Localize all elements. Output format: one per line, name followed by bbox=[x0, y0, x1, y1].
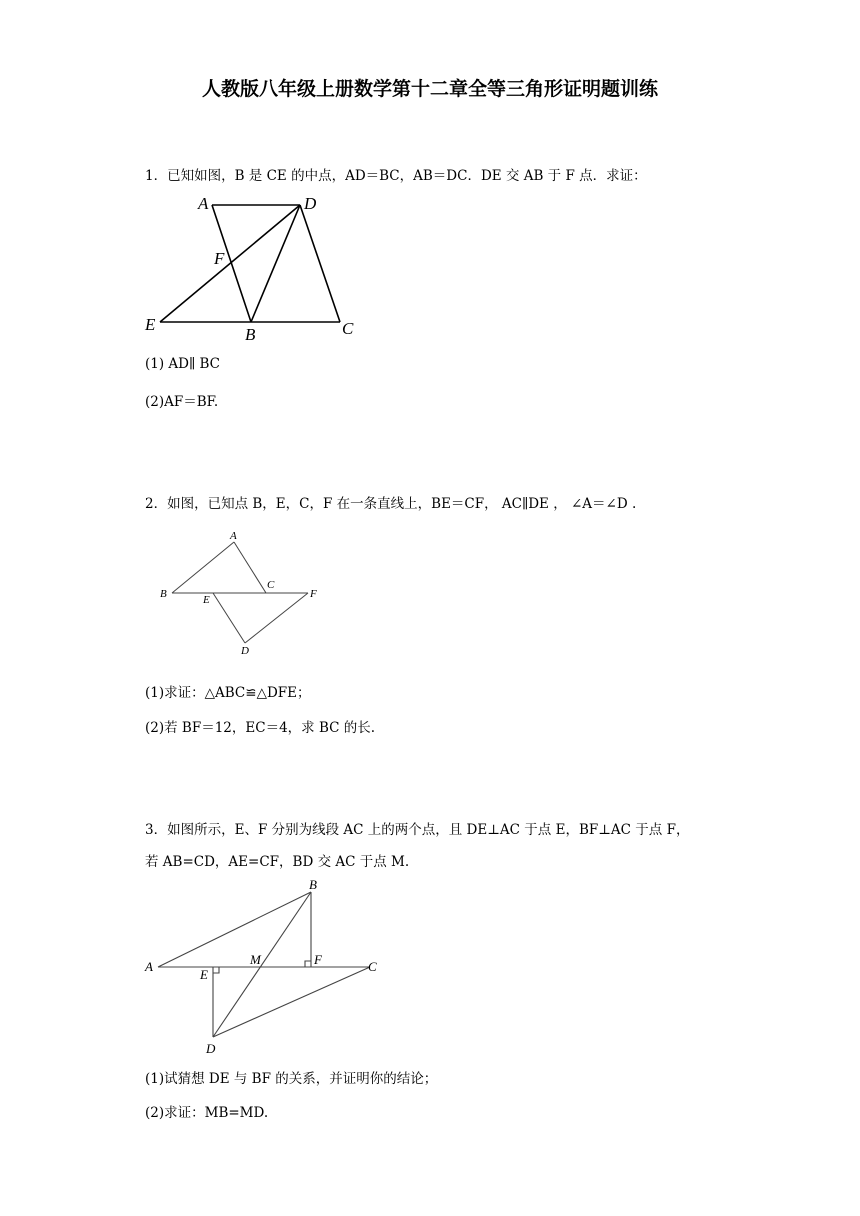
q1-label-d: D bbox=[304, 194, 317, 213]
q1-label-e: E bbox=[145, 315, 156, 334]
q2-label-f: F bbox=[310, 588, 317, 600]
q2-label-d: D bbox=[241, 645, 249, 657]
q3-label-f: F bbox=[314, 952, 322, 967]
q1-stem: 1．已知如图，B 是 CE 的中点，AD＝BC，AB＝DC．DE 交 AB 于 F 点．求证： bbox=[145, 168, 647, 184]
q2-part1: (1)求证：△ABC≌△DFE； bbox=[145, 685, 311, 701]
q2-label-b: B bbox=[160, 588, 167, 600]
q3-stem-line2: 若 AB=CD，AE=CF，BD 交 AC 于点 M. bbox=[145, 854, 410, 870]
q3-stem-line1: 3．如图所示，E、F 分别为线段 AC 上的两个点，且 DE⊥AC 于点 E，BF⊥AC 于点 F， bbox=[145, 822, 690, 838]
q1-label-a: A bbox=[198, 194, 209, 213]
q3-part2: (2)求证：MB=MD. bbox=[145, 1105, 269, 1121]
q3-label-b: B bbox=[309, 877, 317, 892]
q2-label-a: A bbox=[230, 530, 237, 542]
q1-label-f: F bbox=[214, 249, 225, 268]
q2-label-c: C bbox=[267, 579, 275, 591]
page-title: 人教版八年级上册数学第十二章全等三角形证明题训练 bbox=[201, 78, 658, 100]
q1-label-c: C bbox=[342, 319, 354, 338]
q1-part1: (1) AD∥ BC bbox=[145, 356, 221, 372]
q3-label-e: E bbox=[200, 967, 208, 982]
q3-label-d: D bbox=[206, 1041, 216, 1056]
q3-part1: (1)试猜想 DE 与 BF 的关系，并证明你的结论； bbox=[145, 1071, 438, 1087]
q1-part2: (2)AF＝BF. bbox=[145, 394, 219, 410]
q2-label-e: E bbox=[203, 594, 210, 606]
q1-figure bbox=[140, 190, 370, 345]
q2-figure bbox=[150, 525, 330, 660]
q3-label-c: C bbox=[368, 959, 377, 974]
q2-part2: (2)若 BF＝12，EC＝4，求 BC 的长. bbox=[145, 720, 376, 736]
q2-stem: 2．如图，已知点 B，E，C，F 在一条直线上，BE＝CF， AC∥DE ， ∠A＝∠D . bbox=[145, 496, 637, 512]
q3-label-a: A bbox=[145, 959, 153, 974]
q3-label-m: M bbox=[250, 952, 261, 967]
q3-figure bbox=[140, 875, 390, 1060]
q1-label-b: B bbox=[245, 325, 256, 344]
